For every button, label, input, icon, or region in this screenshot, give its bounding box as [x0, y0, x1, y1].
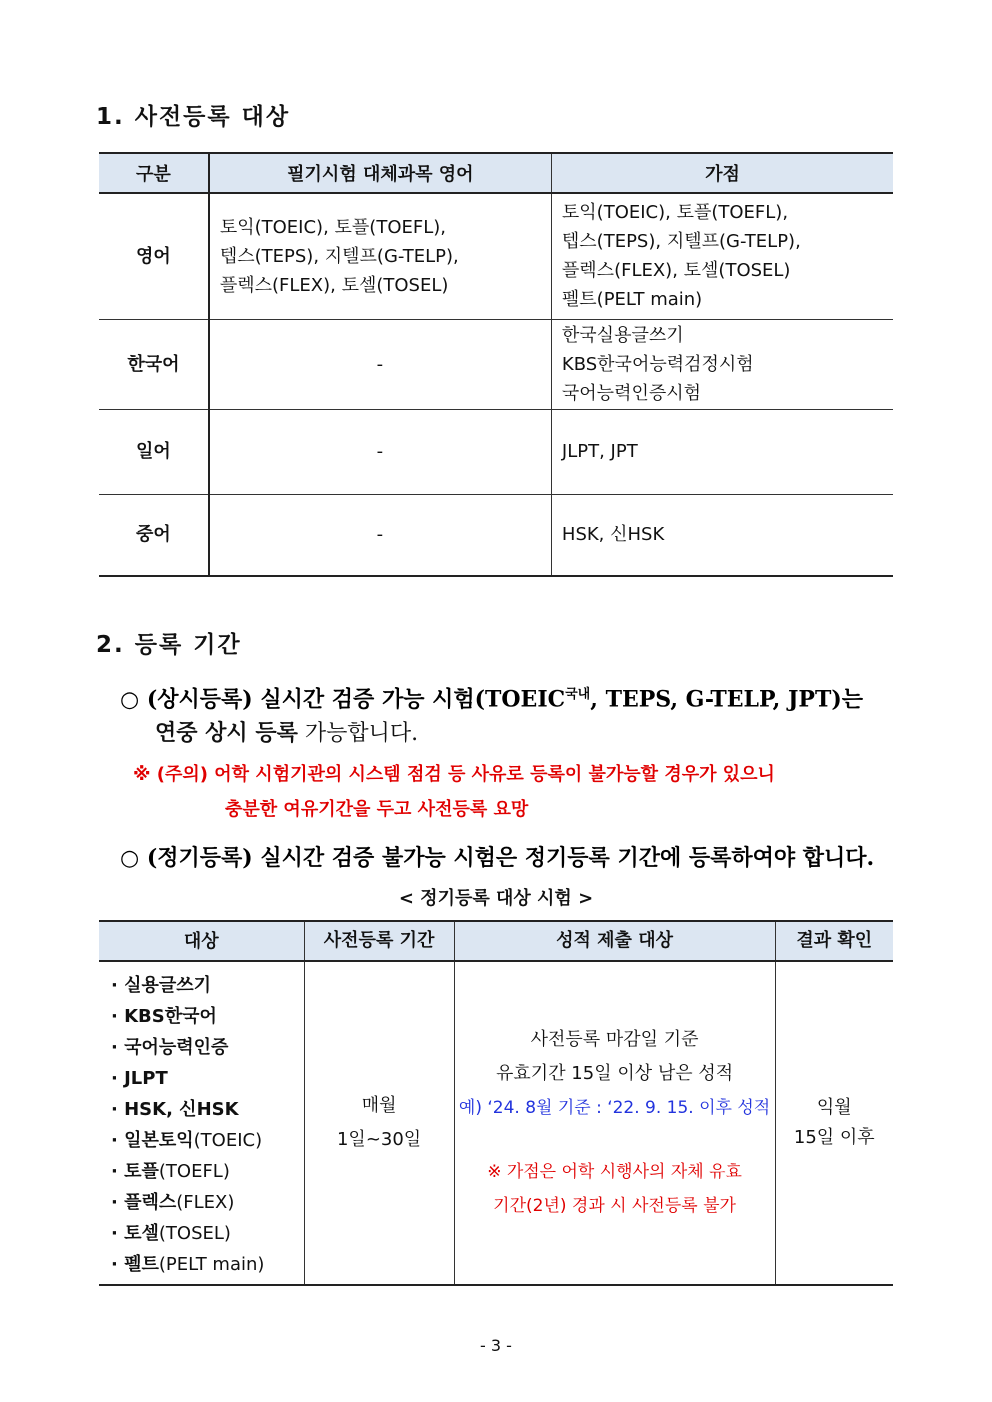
bullet-text: (상시등록) 실시간 검증 가능 시험(TOEIC [146, 686, 566, 713]
row-bonus: JLPT, JPT [551, 409, 893, 494]
cell-line: 펠트(PELT main) [561, 289, 703, 311]
header-result: 결과 확인 [775, 921, 893, 961]
table-row [99, 961, 893, 1285]
list-item: · 펠트(PELT main) [111, 1254, 265, 1275]
table-row [99, 494, 893, 576]
list-item: · 일본토익(TOEIC) [111, 1130, 263, 1151]
cell-line: 텝스(TEPS), 지텔프(G-TELP), [561, 231, 801, 253]
cell-line: 국어능력인증시험 [561, 382, 702, 404]
result-cell [775, 961, 893, 1285]
header-category: 구분 [99, 153, 209, 193]
bullet-continuation [155, 716, 418, 747]
row-substitute: - [209, 494, 552, 576]
list-item: · KBS한국어 [111, 1006, 217, 1027]
row-category: 중어 [99, 494, 209, 576]
periodic-registration-bullet [120, 835, 874, 882]
bullet-text: (정기등록) 실시간 검증 불가능 시험은 정기등록 기간에 등록하여야 합니다. [146, 845, 875, 871]
section2-title: 2. 등록 기간 [96, 632, 242, 658]
row-bonus [551, 193, 893, 319]
header-submit: 성적 제출 대상 [454, 921, 775, 961]
bullet-text: , TEPS, G-TELP, JPT)는 [590, 686, 863, 713]
bullet-bold-text: 연중 상시 등록 [155, 720, 298, 746]
section1-title: 1. 사전등록 대상 [96, 104, 291, 130]
cell-line: 텝스(TEPS), 지텔프(G-TELP), [219, 245, 459, 267]
example-line: 예) ‘24. 8월 기준 : ‘22. 9. 15. 이후 성적 [458, 1098, 771, 1118]
header-substitute: 필기시험 대체과목 영어 [209, 153, 552, 193]
row-category: 일어 [99, 409, 209, 494]
list-item: · HSK, 신HSK [111, 1099, 239, 1120]
cell-line: 유효기간 15일 이상 남은 성적 [496, 1063, 734, 1084]
target-list [99, 961, 304, 1285]
row-substitute: - [209, 319, 552, 409]
page-number: - 3 - [480, 1336, 512, 1355]
row-substitute: - [209, 409, 552, 494]
list-item: · 실용글쓰기 [111, 975, 212, 996]
list-item: · 국어능력인증 [111, 1037, 229, 1058]
cell-line: 플렉스(FLEX), 토셀(TOSEL) [561, 260, 791, 282]
cell-line: 15일 이후 [793, 1127, 875, 1148]
warning-note-continuation: 충분한 여유기간을 두고 사전등록 요망 [225, 799, 529, 820]
table-row [99, 193, 893, 319]
cell-line: 토익(TOEIC), 토플(TOEFL), [561, 202, 789, 224]
note-line: ※ 가점은 어학 시행사의 자체 유효 [487, 1162, 742, 1182]
header-period: 사전등록 기간 [304, 921, 454, 961]
bullet-sup: 국내 [565, 687, 591, 702]
bullet-normal-text: 가능합니다. [297, 721, 419, 746]
list-item: · 토플(TOEFL) [111, 1161, 230, 1182]
table-caption: < 정기등록 대상 시험 > [398, 888, 594, 909]
submit-cell [454, 961, 775, 1285]
row-bonus [551, 319, 893, 409]
header-target: 대상 [99, 921, 304, 961]
cell-line: 사전등록 마감일 기준 [530, 1029, 699, 1050]
circle-bullet-icon: ○ [120, 687, 140, 713]
table-row [99, 409, 893, 494]
cell-line: 익월 [816, 1097, 852, 1118]
cell-line: 매월 [361, 1095, 397, 1116]
row-category: 한국어 [99, 319, 209, 409]
row-substitute [209, 193, 552, 319]
list-item: · 토셀(TOSEL) [111, 1223, 231, 1244]
warning-note: ※ (주의) 어학 시험기관의 시스템 점검 등 사유로 등록이 불가능할 경우가 있으니 [133, 764, 775, 785]
cell-line: 토익(TOEIC), 토플(TOEFL), [219, 216, 446, 238]
cell-line: 1일~30일 [336, 1129, 422, 1150]
table-row [99, 319, 893, 409]
note-line: 기간(2년) 경과 시 사전등록 불가 [493, 1196, 736, 1216]
cell-line: KBS한국어능력검정시험 [561, 353, 754, 375]
cell-line: 플렉스(FLEX), 토셀(TOSEL) [219, 274, 449, 296]
cell-line: 한국실용글쓰기 [561, 324, 684, 346]
list-item: · 플렉스(FLEX) [111, 1192, 235, 1213]
circle-bullet-icon: ○ [120, 846, 140, 871]
row-category: 영어 [99, 193, 209, 319]
row-bonus: HSK, 신HSK [551, 494, 893, 576]
periodic-exam-table [99, 920, 893, 1286]
list-item: · JLPT [111, 1068, 168, 1089]
header-bonus: 가점 [551, 153, 893, 193]
language-category-table [99, 152, 893, 577]
period-cell [304, 961, 454, 1285]
